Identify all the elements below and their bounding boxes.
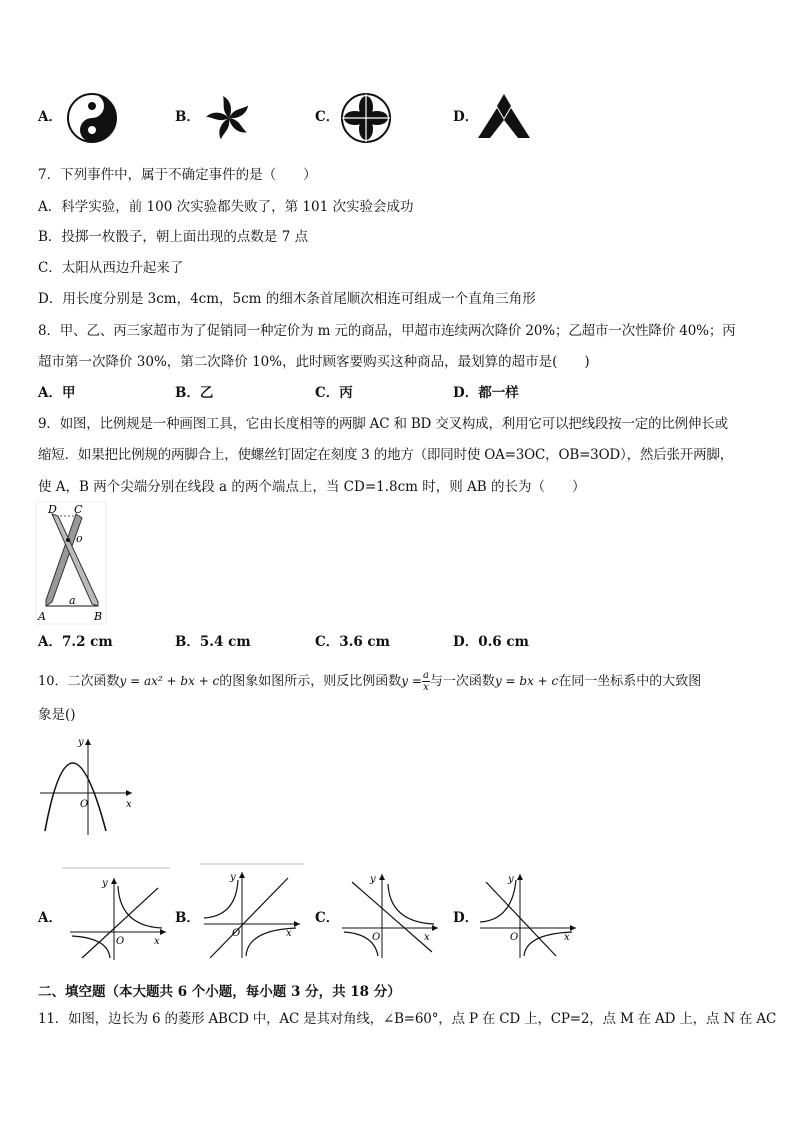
option-b-axis-x: x [286, 928, 292, 939]
q9-option-b: B．5.4 cm [175, 634, 251, 650]
option-c-axis-y: y [370, 874, 376, 885]
q8-option-a: A．甲 [38, 385, 76, 401]
figure-label-d: D [48, 503, 57, 516]
q10-option-d-label: D． [453, 910, 479, 926]
q9-stem-line2: 缩短．如果把比例规的两脚合上，使螺丝钉固定在刻度 3 的地方（即同时使 OA=3OC，OB=3OD），然后张开两脚， [38, 447, 734, 463]
q10-option-c-graph [338, 868, 442, 960]
q9-stem-line1: 9．如图，比例规是一种画图工具，它由长度相等的两脚 AC 和 BD 交叉构成，利用它可以把线段按一定的比例伸长或 [38, 416, 728, 432]
yin-yang-icon [66, 92, 118, 144]
q10-inverse-lhs: y = [401, 674, 422, 688]
axis-label-y: y [78, 737, 84, 748]
figure-label-c: C [74, 503, 83, 516]
q10-part4: 在同一坐标系中的大致图 [558, 674, 702, 689]
proportional-divider-figure [36, 502, 108, 626]
option-c-axis-x: x [424, 932, 430, 943]
q7-option-d: D．用长度分别是 3cm，4cm，5cm 的细木条首尾顺次相连可组成一个直角三角形 [38, 291, 536, 307]
q10-fraction-denominator: x [423, 682, 429, 693]
q8-option-b: B．乙 [175, 385, 214, 401]
q10-part3: 与一次函数 [429, 674, 495, 689]
figure-label-A: A [38, 610, 46, 623]
three-diamonds-icon [478, 94, 530, 138]
q9-option-d: D．0.6 cm [453, 634, 529, 650]
q6-option-d-label: D． [453, 109, 479, 125]
option-a-axis-y: y [102, 878, 108, 889]
option-d-axis-x: x [564, 932, 570, 943]
section-title-fill-in: 二、填空题（本大题共 6 个小题，每小题 3 分，共 18 分） [38, 984, 401, 1000]
q7-option-b: B．投掷一枚骰子，朝上面出现的点数是 7 点 [38, 229, 309, 245]
q6-option-c-label: C． [315, 109, 340, 125]
option-b-axis-y: y [230, 872, 236, 883]
q7-option-c: C．太阳从西边升起来了 [38, 260, 184, 276]
q10-quadratic-formula: y = ax² + bx + c [119, 674, 220, 688]
q10-fraction-numerator: a [422, 670, 429, 681]
q10-option-a-label: A． [38, 910, 62, 926]
q10-option-a-graph [62, 868, 170, 960]
option-d-origin: O [510, 932, 519, 943]
bauhinia-flower-icon [203, 92, 255, 144]
four-leaf-circle-icon [340, 92, 392, 144]
q9-option-c: C．3.6 cm [315, 634, 390, 650]
q10-part2: 的图象如图所示，则反比例函数 [219, 674, 402, 689]
q8-stem-line2: 超市第一次降价 30%，第二次降价 10%，此时顾客要购买这种商品，最划算的超市是( ) [38, 354, 590, 370]
q10-inverse-fraction [422, 670, 430, 693]
figure-label-a-segment: a [69, 594, 76, 607]
q10-option-c-label: C． [315, 910, 340, 926]
q9-stem-line3: 使 A，B 两个尖端分别在线段 a 的两个端点上，当 CD=1.8cm 时，则 AB 的长为（ ） [38, 479, 586, 495]
parabola-graph [40, 735, 140, 835]
q9-option-a: A．7.2 cm [38, 634, 113, 650]
q10-option-b-graph [200, 864, 304, 960]
option-b-origin: O [232, 928, 241, 939]
q7-option-a: A．科学实验，前 100 次实验都失败了，第 101 次实验会成功 [38, 199, 414, 215]
option-d-axis-y: y [508, 874, 514, 885]
q10-stem-line2: 象是() [38, 707, 76, 723]
q6-option-b-label: B． [175, 109, 200, 125]
q8-option-c: C．丙 [315, 385, 353, 401]
q10-option-b-label: B． [175, 910, 200, 926]
axis-label-x: x [126, 799, 132, 810]
q7-stem: 7．下列事件中，属于不确定事件的是（ ） [38, 167, 317, 183]
q8-option-d: D．都一样 [453, 385, 519, 401]
q10-linear-formula: y = bx + c [494, 674, 559, 688]
q8-stem-line1: 8．甲、乙、丙三家超市为了促销同一种定价为 m 元的商品，甲超市连续两次降价 20%；乙超市一次性降价 40%；丙 [38, 323, 736, 339]
option-c-origin: O [372, 932, 381, 943]
axis-label-origin: O [80, 799, 89, 810]
figure-label-B: B [94, 610, 103, 623]
q10-stem-line1 [38, 670, 701, 693]
q11-stem-line1: 11．如图，边长为 6 的菱形 ABCD 中，AC 是其对角线，∠B=60°，点 P 在 CD 上，CP=2，点 M 在 AD 上，点 N 在 AC [38, 1011, 777, 1027]
q6-option-a-label: A． [38, 109, 62, 125]
figure-label-o: o [76, 532, 83, 545]
option-a-origin: O [116, 936, 125, 947]
q10-part1: 10．二次函数 [38, 674, 120, 689]
option-a-axis-x: x [154, 936, 160, 947]
q10-option-d-graph [476, 868, 580, 960]
